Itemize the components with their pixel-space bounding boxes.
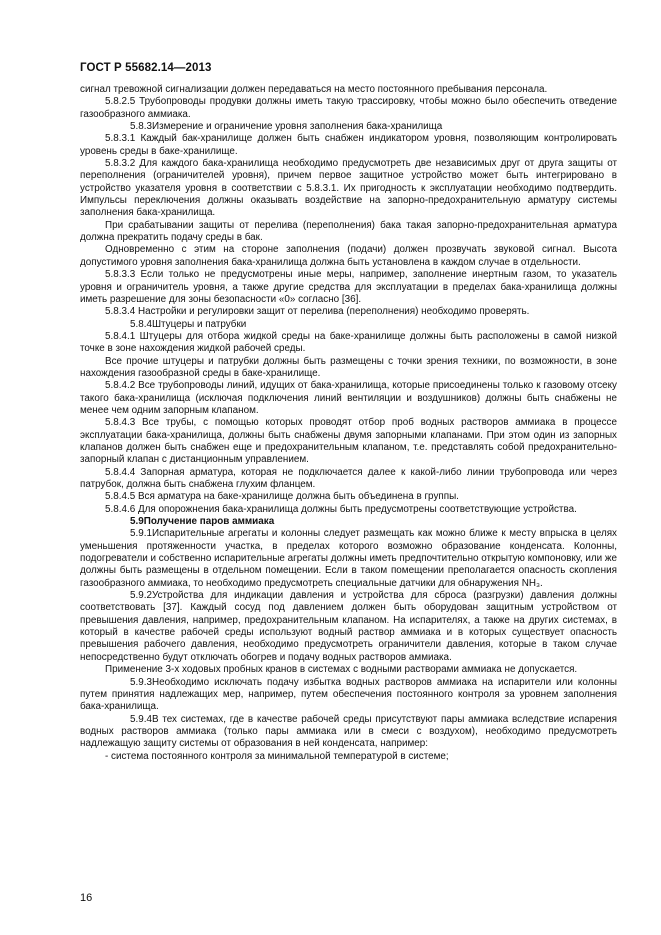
clause-number: 5.9.3 <box>130 676 152 688</box>
paragraph-text: 5.8.3.1 Каждый бак-хранилище должен быть снабжен индикатором уровня, позволяющим контролировать уровень среды в баке-хранилище. <box>80 133 617 157</box>
clause-number: 5.8.3 <box>130 121 152 133</box>
paragraph <box>80 269 617 306</box>
paragraph <box>80 417 617 466</box>
paragraph <box>80 380 617 417</box>
page-number: 16 <box>80 892 93 904</box>
paragraph-text: 5.8.3.2 Для каждого бака-хранилища необходимо предусмотреть две независимых друг от друга защиты от переполнения (ограничителей уровня), причем первое защитное устройство может быть интегрировано в устройство указателя уровня в соответствии с 5.8.3.1. Их пригодность к эксплуатации необходимо подтвердить. Импульсы переключения должны оказывать воздействие на запорно-предохранительную арматуру системы заполнения бака-хранилища. <box>80 158 617 219</box>
paragraph-text: 5.8.3.4 Настройки и регулировки защит от перелива (переполнения) необходимо проверять. <box>105 306 530 318</box>
paragraph-text: 5.8.4.5 Вся арматура на баке-хранилище должна быть объединена в группы. <box>105 491 459 503</box>
paragraph <box>80 306 617 318</box>
paragraph <box>80 96 617 121</box>
paragraph <box>80 751 617 763</box>
paragraph <box>80 133 617 158</box>
paragraph <box>80 220 617 245</box>
paragraph-text: При срабатывании защиты от перелива (переполнения) бака такая запорно-предохранительная арматура должна прекратить подачу среды в бак. <box>80 219 617 244</box>
clause-number: 5.8.4 <box>130 318 152 330</box>
paragraph <box>80 504 617 516</box>
paragraph <box>80 677 617 714</box>
paragraph <box>80 467 617 492</box>
paragraph <box>80 244 617 269</box>
paragraph-text: Измерение и ограничение уровня заполнения бака-хранилища <box>151 121 443 133</box>
paragraph-text: Одновременно с этим на стороне заполнения (подачи) должен прозвучать звуковой сигнал. Высота допустимого уровня заполнения бака-хранилища должна быть установлена в каждом случае в отдельности. <box>80 244 617 268</box>
paragraph-text: В тех системах, где в качестве рабочей среды присутствуют пары аммиака вследствие испарения водных растворов аммиака (только пары аммиака или в смеси с воздухом), необходимо предусмотреть надлежащую защиту системы от образования в ней конденсата, например: <box>80 713 617 750</box>
paragraph <box>80 714 617 751</box>
paragraph <box>80 664 617 676</box>
paragraph-text: Все прочие штуцеры и патрубки должны быть размещены с точки зрения техники, по возможности, в зоне нахождения газообразной среды в баке-хранилище. <box>80 355 617 379</box>
paragraph <box>80 516 617 528</box>
paragraph-text: 5.8.4.4 Запорная арматура, которая не подключается далее к какой-либо линии трубопровода или через патрубок, должна быть снабжена глухим фланцем. <box>80 466 617 490</box>
paragraph-text: сигнал тревожной сигнализации должен передаваться на место постоянного пребывания персонала. <box>80 84 548 95</box>
document-header: ГОСТ Р 55682.14—2013 <box>80 62 212 74</box>
paragraph-text: 5.8.4.2 Все трубопроводы линий, идущих от бака-хранилища, которые присоединены только к газовому отсеку такого бака-хранилища (исключая подключения линий вентиляции и воздушников) должны быть снабжены не менее чем одним запорным клапаном. <box>80 380 617 416</box>
paragraph <box>80 121 617 133</box>
paragraph-text: Применение 3-х ходовых пробных кранов в системах с водными растворами аммиака не допускается. <box>105 664 578 676</box>
paragraph <box>80 84 617 96</box>
clause-number: 5.9.1 <box>130 528 152 540</box>
paragraph-text: Устройства для индикации давления и устройства для сброса (разгрузки) давления должны соответствовать [37]. Каждый сосуд под давлением должен быть оборудован защитным устройством от превышения давления, например, предохранительным клапаном. На испарителях, а также на других системах, в который в качестве рабочей среды используют водный раствор аммиака и в которых существует опасность превышения рабочего давления, необходимо предусмотреть ограничители давления, которые в таком случае непосредственно будут отключать обогрев и подачу водных растворов аммиака. <box>80 590 617 663</box>
clause-number: 5.9 <box>130 516 144 528</box>
paragraph-text: Штуцеры и патрубки <box>151 318 247 330</box>
paragraph-text: Необходимо исключать подачу избытка водных растворов аммиака на испарители или колонны путем принятия надлежащих мер, например, путем обеспечения постоянного контроля за уровнем заполнения бака-хранилища. <box>80 676 617 713</box>
paragraph <box>80 356 617 381</box>
paragraph-text: Испарительные агрегаты и колонны следует размещать как можно ближе к месту впрыска в целях уменьшения протяженности участка, в пределах которого возможно образование конденсата. Колонны, подогреватели и собственно испарительные агрегаты должны иметь предпочтительно открытую компоновку, или же должны быть размещены в отдельном помещении. Если в таком помещении преполагается опасность скопления газообразного аммиака, то необходимо предусмотреть специальные датчики для обнаружения NH₃. <box>80 528 617 589</box>
paragraph-text: - система постоянного контроля за минимальной температурой в системе; <box>105 750 449 762</box>
paragraph-text: 5.8.2.5 Трубопроводы продувки должны иметь такую трассировку, чтобы можно было обеспечить отведение газообразного аммиака. <box>80 96 617 120</box>
paragraph-text: 5.8.4.6 Для опорожнения бака-хранилища должны быть предусмотрены соответствующие устройства. <box>105 503 577 515</box>
paragraph <box>80 590 617 664</box>
paragraph-text: 5.8.4.1 Штуцеры для отбора жидкой среды на баке-хранилище должны быть расположены в самой низкой точке в зоне нахождения жидкой рабочей среды. <box>80 330 617 355</box>
clause-number: 5.9.2 <box>130 590 152 602</box>
clause-number: 5.9.4 <box>130 713 152 725</box>
paragraph <box>80 528 617 590</box>
paragraph <box>80 319 617 331</box>
document-body <box>80 84 617 763</box>
paragraph-text: 5.8.3.3 Если только не предусмотрены иные меры, например, заполнение инертным газом, то указатель уровня и ограничитель уровня, а также другие средства для эксплуатации в пределах бака-хранилища должны иметь разрешение для зоны безопасности «0» согласно [36]. <box>80 269 617 305</box>
paragraph <box>80 491 617 503</box>
paragraph <box>80 331 617 356</box>
paragraph-text: 5.8.4.3 Все трубы, с помощью которых проводят отбор проб водных растворов аммиака в процессе эксплуатации бака-хранилища, должны быть снабжены двумя запорными клапанами. При этом один из запорных клапанов должен быть снабжен еще и предохранительным клапаном, т.е. представлять собой предохранительно-запорный клапан с дистанционным управлением. <box>80 417 617 466</box>
paragraph <box>80 158 617 220</box>
paragraph-text: Получение паров аммиака <box>143 516 275 528</box>
